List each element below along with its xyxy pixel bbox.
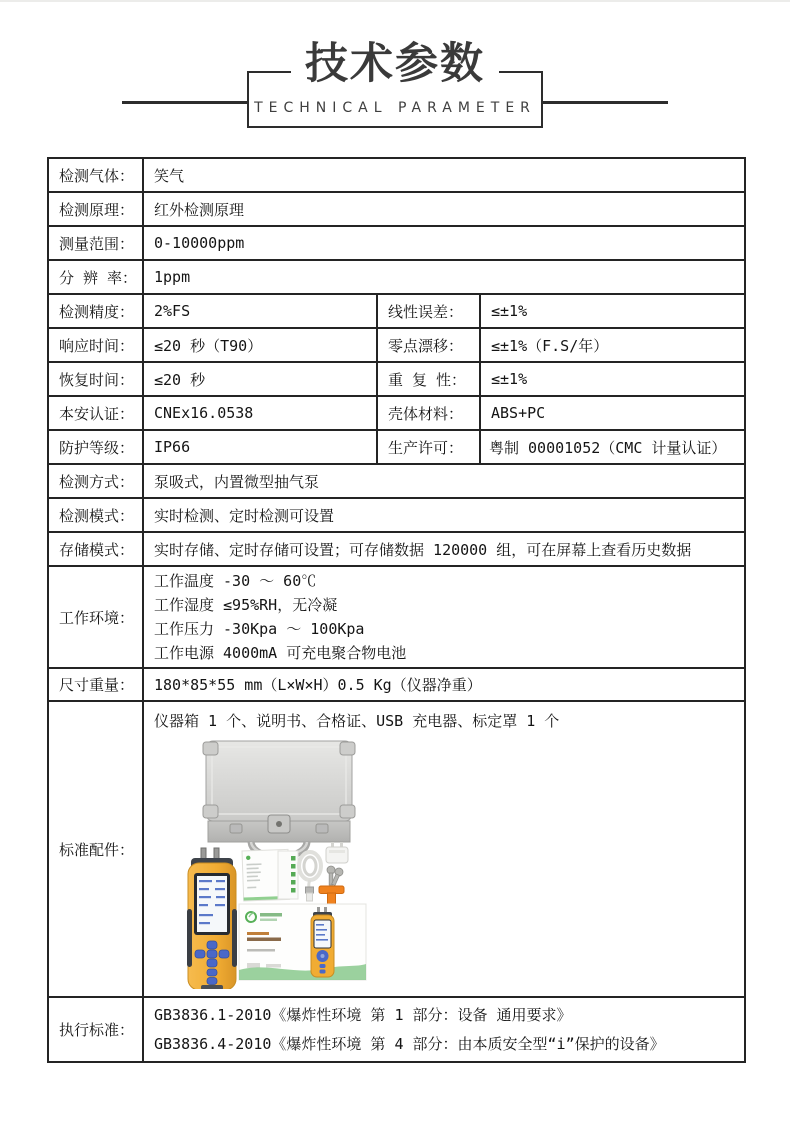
row-value: 泵吸式，内置微型抽气泵 xyxy=(143,464,745,498)
row-gas-type xyxy=(48,158,745,192)
row-label: 检测精度： xyxy=(48,294,143,328)
row-label: 本安认证： xyxy=(48,396,143,430)
row-label-2: 壳体材料： xyxy=(377,396,480,430)
row-value: 笑气 xyxy=(143,158,745,192)
row-value xyxy=(143,997,745,1062)
row-storage-mode xyxy=(48,532,745,566)
row-accuracy-linearity xyxy=(48,294,745,328)
standard-line-1: GB3836.1-2010《爆炸性环境 第 1 部分：设备 通用要求》 xyxy=(154,1005,572,1024)
row-standard-accessories xyxy=(48,701,745,997)
row-value: ≤20 秒（T90） xyxy=(143,328,377,362)
standard-line-2: GB3836.4-2010《爆炸性环境 第 4 部分：由本质安全型“i”保护的设备》 xyxy=(154,1034,665,1053)
usb-cable xyxy=(299,852,321,901)
row-value: 1ppm xyxy=(143,260,745,294)
accessories-list-text: 仪器箱 1 个、说明书、合格证、USB 充电器、标定罩 1 个 xyxy=(154,711,560,730)
keys xyxy=(327,866,344,886)
row-label-2: 重 复 性： xyxy=(377,362,480,396)
power-adapter xyxy=(326,842,348,863)
row-label: 恢复时间： xyxy=(48,362,143,396)
row-working-environment xyxy=(48,566,745,668)
product-photo-image xyxy=(184,739,384,989)
env-power: 工作电源 4000mA 可充电聚合物电池 xyxy=(154,644,407,662)
page-title: 技术参数 xyxy=(291,38,499,92)
row-label: 标准配件： xyxy=(48,701,143,997)
product-photo xyxy=(184,739,384,989)
env-pressure: 工作压力 -30Kpa ～ 100Kpa xyxy=(154,620,365,638)
row-value: CNEx16.0538 xyxy=(143,396,377,430)
row-label: 执行标准： xyxy=(48,997,143,1062)
row-recovery-repeatability xyxy=(48,362,745,396)
row-label: 工作环境： xyxy=(48,566,143,668)
row-protection-license xyxy=(48,430,745,464)
page-subtitle: TECHNICAL PARAMETER xyxy=(254,100,536,116)
row-label: 测量范围： xyxy=(48,226,143,260)
aluminum-case xyxy=(203,741,355,857)
row-value: 0-10000ppm xyxy=(143,226,745,260)
row-value: 180*85*55 mm（L×W×H）0.5 Kg（仪器净重） xyxy=(143,668,745,701)
row-value-2: ≤±1% xyxy=(480,362,745,396)
row-value-2: ≤±1% xyxy=(480,294,745,328)
row-response-zero-drift xyxy=(48,328,745,362)
row-value-2: ABS+PC xyxy=(480,396,745,430)
certificate-card xyxy=(278,851,298,899)
spec-table xyxy=(47,157,746,1063)
row-value-2: 粤制 00001052（CMC 计量认证） xyxy=(480,430,745,464)
row-label-2: 线性误差： xyxy=(377,294,480,328)
mini-detector-print xyxy=(311,907,334,977)
row-value: IP66 xyxy=(143,430,377,464)
row-label: 响应时间： xyxy=(48,328,143,362)
manual-book xyxy=(239,904,366,980)
row-measuring-range xyxy=(48,226,745,260)
row-label: 检测原理： xyxy=(48,192,143,226)
row-resolution xyxy=(48,260,745,294)
row-value: ≤20 秒 xyxy=(143,362,377,396)
row-label-2: 生产许可： xyxy=(377,430,480,464)
row-label: 尺寸重量： xyxy=(48,668,143,701)
row-executive-standards xyxy=(48,997,745,1062)
row-label: 检测气体： xyxy=(48,158,143,192)
row-value xyxy=(143,701,745,997)
section-header xyxy=(0,0,790,157)
row-label-2: 零点漂移： xyxy=(377,328,480,362)
row-detection-principle xyxy=(48,192,745,226)
row-label: 存储模式： xyxy=(48,532,143,566)
row-value: 2%FS xyxy=(143,294,377,328)
row-value: 实时检测、定时检测可设置 xyxy=(143,498,745,532)
row-certification-material xyxy=(48,396,745,430)
row-label: 防护等级： xyxy=(48,430,143,464)
env-humidity: 工作湿度 ≤95%RH，无冷凝 xyxy=(154,596,338,614)
row-value: 实时存储、定时存储可设置；可存储数据 120000 组，可在屏幕上查看历史数据 xyxy=(143,532,745,566)
env-temperature: 工作温度 -30 ～ 60℃ xyxy=(154,572,317,590)
row-detection-mode xyxy=(48,498,745,532)
row-value xyxy=(143,566,745,668)
gas-detector xyxy=(187,848,237,989)
row-detection-method xyxy=(48,464,745,498)
row-size-weight xyxy=(48,668,745,701)
row-label: 检测方式： xyxy=(48,464,143,498)
row-label: 检测模式： xyxy=(48,498,143,532)
row-label: 分 辨 率： xyxy=(48,260,143,294)
row-value: 红外检测原理 xyxy=(143,192,745,226)
row-value-2: ≤±1%（F.S/年） xyxy=(480,328,745,362)
